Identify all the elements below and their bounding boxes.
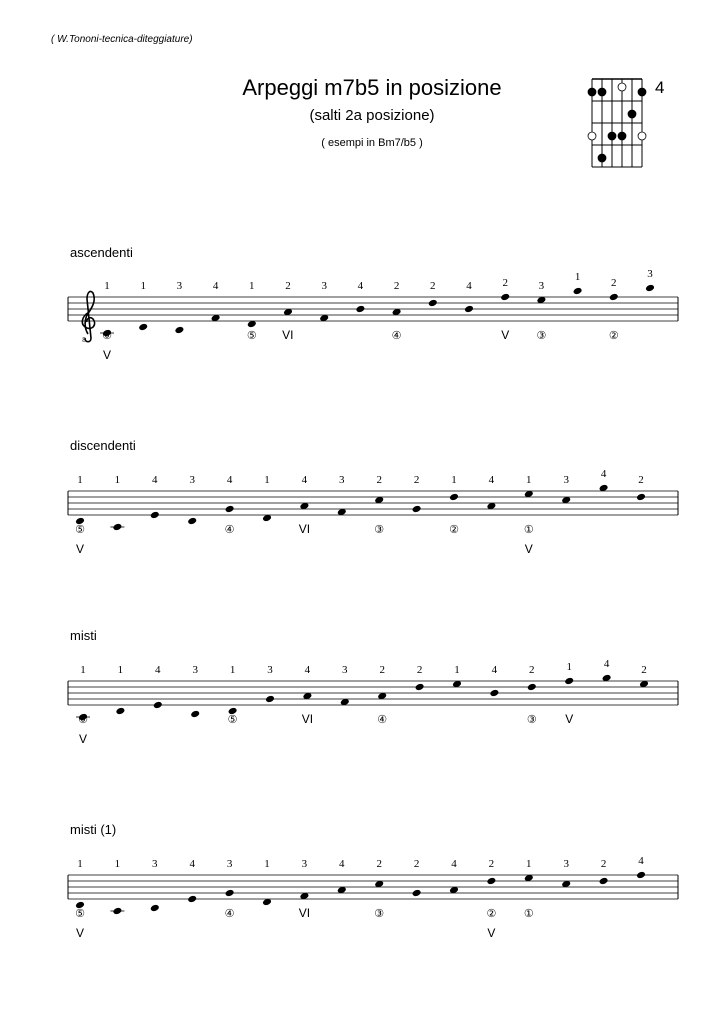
position-marker: V (75, 926, 85, 940)
note (489, 664, 499, 697)
notehead (609, 293, 619, 301)
staff-ascendenti (0, 220, 724, 380)
notehead (636, 871, 646, 879)
notehead (599, 877, 609, 885)
note (225, 474, 235, 536)
finger-number: 4 (189, 858, 195, 870)
finger-number: 3 (647, 268, 653, 280)
finger-number: 2 (611, 277, 617, 289)
finger-number: 1 (264, 474, 270, 486)
notehead (112, 907, 122, 915)
notehead (138, 323, 148, 331)
note (150, 474, 160, 519)
finger-number: 3 (342, 664, 348, 676)
string-number: ① (523, 908, 534, 920)
finger-number: 3 (563, 858, 569, 870)
note (561, 474, 571, 504)
finger-number: 2 (529, 664, 535, 676)
finger-number: 1 (114, 858, 121, 870)
note (283, 280, 293, 316)
finger-number: 2 (285, 280, 291, 292)
note (190, 664, 200, 718)
notehead (265, 695, 275, 703)
note (115, 664, 125, 715)
position-marker: V (102, 348, 112, 362)
note (609, 277, 619, 342)
finger-number: 4 (488, 474, 495, 486)
note (299, 474, 310, 536)
finger-number: 4 (451, 858, 457, 870)
finger-number: 1 (566, 661, 572, 673)
finger-number: 3 (538, 280, 545, 292)
string-number: ② (449, 524, 459, 536)
finger-number: 3 (176, 280, 183, 292)
note (265, 664, 275, 703)
treble-clef (82, 291, 94, 341)
finger-number: 2 (413, 474, 420, 486)
note (561, 858, 571, 888)
fretboard-dot (638, 88, 646, 96)
note (340, 664, 350, 706)
finger-number: 3 (189, 474, 195, 486)
fretboard-dot (628, 110, 636, 118)
clef-octave-mark: 8 (82, 336, 86, 344)
string-number: ⑤ (75, 908, 85, 920)
notehead (464, 305, 474, 313)
note (319, 280, 329, 322)
note (527, 664, 537, 726)
finger-number: 1 (114, 474, 121, 486)
notehead (645, 284, 655, 292)
fretboard-dot (638, 132, 646, 140)
fretboard-dot (598, 88, 606, 96)
finger-number: 4 (304, 664, 311, 676)
string-number: ② (486, 908, 497, 920)
position-marker: V (487, 926, 496, 940)
note (187, 474, 197, 525)
finger-number: 4 (491, 664, 498, 676)
page-title: Arpeggi m7b5 in posizione (242, 75, 502, 100)
note (355, 280, 365, 313)
position-marker: VI (301, 712, 314, 726)
finger-number: 4 (638, 855, 644, 867)
finger-number: 2 (638, 474, 644, 486)
finger-number: 3 (339, 474, 345, 486)
notehead (449, 493, 459, 501)
position-marker: VI (298, 522, 311, 536)
note (374, 474, 384, 536)
finger-number: 2 (430, 280, 436, 292)
finger-number: 1 (454, 664, 460, 676)
section-label-ascendenti: ascendenti (70, 245, 133, 260)
notehead (112, 523, 122, 531)
finger-number: 4 (466, 280, 472, 292)
note (599, 468, 609, 492)
note (377, 664, 387, 726)
section-label-misti-1: misti (1) (70, 822, 117, 837)
string-number: ⑤ (227, 714, 238, 726)
note (599, 858, 609, 885)
section-label-discendenti: discendenti (70, 438, 136, 453)
note (211, 280, 221, 322)
position-number: 4 (655, 78, 665, 97)
position-marker: VI (298, 906, 311, 920)
note (524, 858, 534, 920)
note (392, 280, 402, 342)
finger-number: 1 (249, 280, 255, 292)
finger-number: 1 (80, 664, 86, 676)
fretboard-dot (618, 132, 626, 140)
string-number: ⑤ (246, 330, 257, 342)
finger-number: 2 (379, 664, 385, 676)
notehead (190, 710, 200, 718)
fretboard-dot (598, 154, 606, 162)
note (486, 474, 496, 510)
notehead (428, 299, 438, 307)
notehead (412, 889, 422, 897)
section-label-misti: misti (70, 628, 97, 643)
position-marker: V (75, 542, 85, 556)
note (337, 858, 347, 894)
string-number: ⑥ (78, 714, 88, 726)
position-marker: V (524, 542, 533, 556)
finger-number: 2 (376, 474, 382, 486)
finger-number: 1 (229, 664, 236, 676)
finger-number: 4 (357, 280, 364, 292)
notehead (573, 287, 583, 295)
notehead (225, 889, 235, 897)
note (564, 661, 574, 726)
note (299, 858, 310, 920)
fretboard-dot (588, 88, 596, 96)
string-number: ③ (374, 524, 385, 536)
notehead (527, 683, 537, 691)
position-marker: V (78, 732, 88, 746)
position-marker: V (501, 328, 510, 342)
note (428, 280, 438, 307)
finger-number: 3 (152, 858, 158, 870)
note (536, 280, 546, 342)
note (153, 664, 163, 709)
note (639, 664, 649, 688)
finger-number: 1 (526, 474, 532, 486)
example-note: ( esempi in Bm7/b5 ) (321, 137, 423, 149)
notehead (150, 511, 160, 519)
position-marker: VI (282, 328, 294, 342)
finger-number: 3 (192, 664, 198, 676)
finger-number: 1 (77, 858, 83, 870)
notehead (412, 505, 422, 513)
note (573, 271, 583, 295)
finger-number: 2 (502, 277, 508, 289)
notehead (150, 904, 160, 912)
string-number: ④ (224, 908, 235, 920)
finger-number: 4 (339, 858, 345, 870)
note (412, 474, 422, 513)
notehead (153, 701, 163, 709)
string-number: ③ (374, 908, 385, 920)
note (174, 280, 184, 334)
note (500, 277, 510, 342)
notehead (415, 683, 425, 691)
finger-number: 2 (416, 664, 423, 676)
string-number: ② (608, 330, 619, 342)
fretboard-dot (618, 83, 626, 91)
note (636, 474, 646, 501)
finger-number: 2 (600, 858, 607, 870)
finger-number: 1 (451, 474, 457, 486)
note (636, 855, 646, 879)
notehead (174, 326, 184, 334)
finger-number: 2 (393, 280, 400, 292)
string-number: ④ (224, 524, 235, 536)
finger-number: 4 (603, 658, 610, 670)
finger-number: 2 (376, 858, 382, 870)
notehead (187, 895, 197, 903)
finger-number: 4 (155, 664, 161, 676)
finger-number: 2 (413, 858, 420, 870)
staff-misti (0, 604, 724, 764)
note (110, 474, 124, 531)
notehead (115, 707, 125, 715)
fretboard-dot (588, 132, 596, 140)
note (602, 658, 612, 682)
fretboard-dot (608, 132, 616, 140)
finger-number: 1 (574, 271, 581, 283)
string-number: ④ (377, 714, 388, 726)
finger-number: 3 (226, 858, 233, 870)
notehead (489, 689, 499, 697)
finger-number: 3 (321, 280, 327, 292)
string-number: ③ (536, 330, 547, 342)
string-number: ④ (391, 330, 402, 342)
staff-discendenti (0, 414, 724, 574)
note (415, 664, 425, 691)
note (449, 858, 459, 894)
note (337, 474, 347, 516)
finger-number: 3 (267, 664, 273, 676)
author-credit: ( W.Tononi-tecnica-diteggiature) (51, 34, 193, 45)
note (374, 858, 384, 920)
page-subtitle: (salti 2a posizione) (309, 107, 435, 124)
note (464, 280, 474, 313)
note (452, 664, 462, 688)
note (645, 268, 655, 292)
notehead (225, 505, 235, 513)
note (228, 664, 238, 726)
note (449, 474, 459, 536)
note (412, 858, 422, 897)
notehead (564, 677, 574, 685)
note (302, 664, 313, 726)
finger-number: 1 (117, 664, 124, 676)
finger-number: 1 (104, 280, 110, 292)
finger-number: 2 (488, 858, 495, 870)
note (225, 858, 235, 920)
notehead (355, 305, 365, 313)
finger-number: 1 (140, 280, 146, 292)
string-number: ① (523, 524, 534, 536)
string-number: ⑤ (75, 524, 85, 536)
note (138, 280, 148, 331)
notehead (486, 877, 496, 885)
finger-number: 3 (301, 858, 308, 870)
notehead (500, 293, 510, 301)
fretboard-diagram (582, 76, 652, 172)
note (150, 858, 160, 912)
finger-number: 2 (641, 664, 647, 676)
note (187, 858, 197, 903)
finger-number: 3 (563, 474, 569, 486)
finger-number: 4 (152, 474, 158, 486)
finger-number: 4 (301, 474, 308, 486)
notehead (636, 493, 646, 501)
notehead (187, 517, 197, 525)
string-number: ⑥ (102, 330, 112, 342)
finger-number: 1 (264, 858, 270, 870)
finger-number: 1 (526, 858, 532, 870)
position-marker: V (565, 712, 574, 726)
finger-number: 1 (77, 474, 83, 486)
staff-misti-1 (0, 798, 724, 958)
string-number: ③ (526, 714, 537, 726)
finger-number: 4 (600, 468, 607, 480)
finger-number: 4 (226, 474, 233, 486)
note (110, 858, 124, 915)
finger-number: 4 (212, 280, 219, 292)
